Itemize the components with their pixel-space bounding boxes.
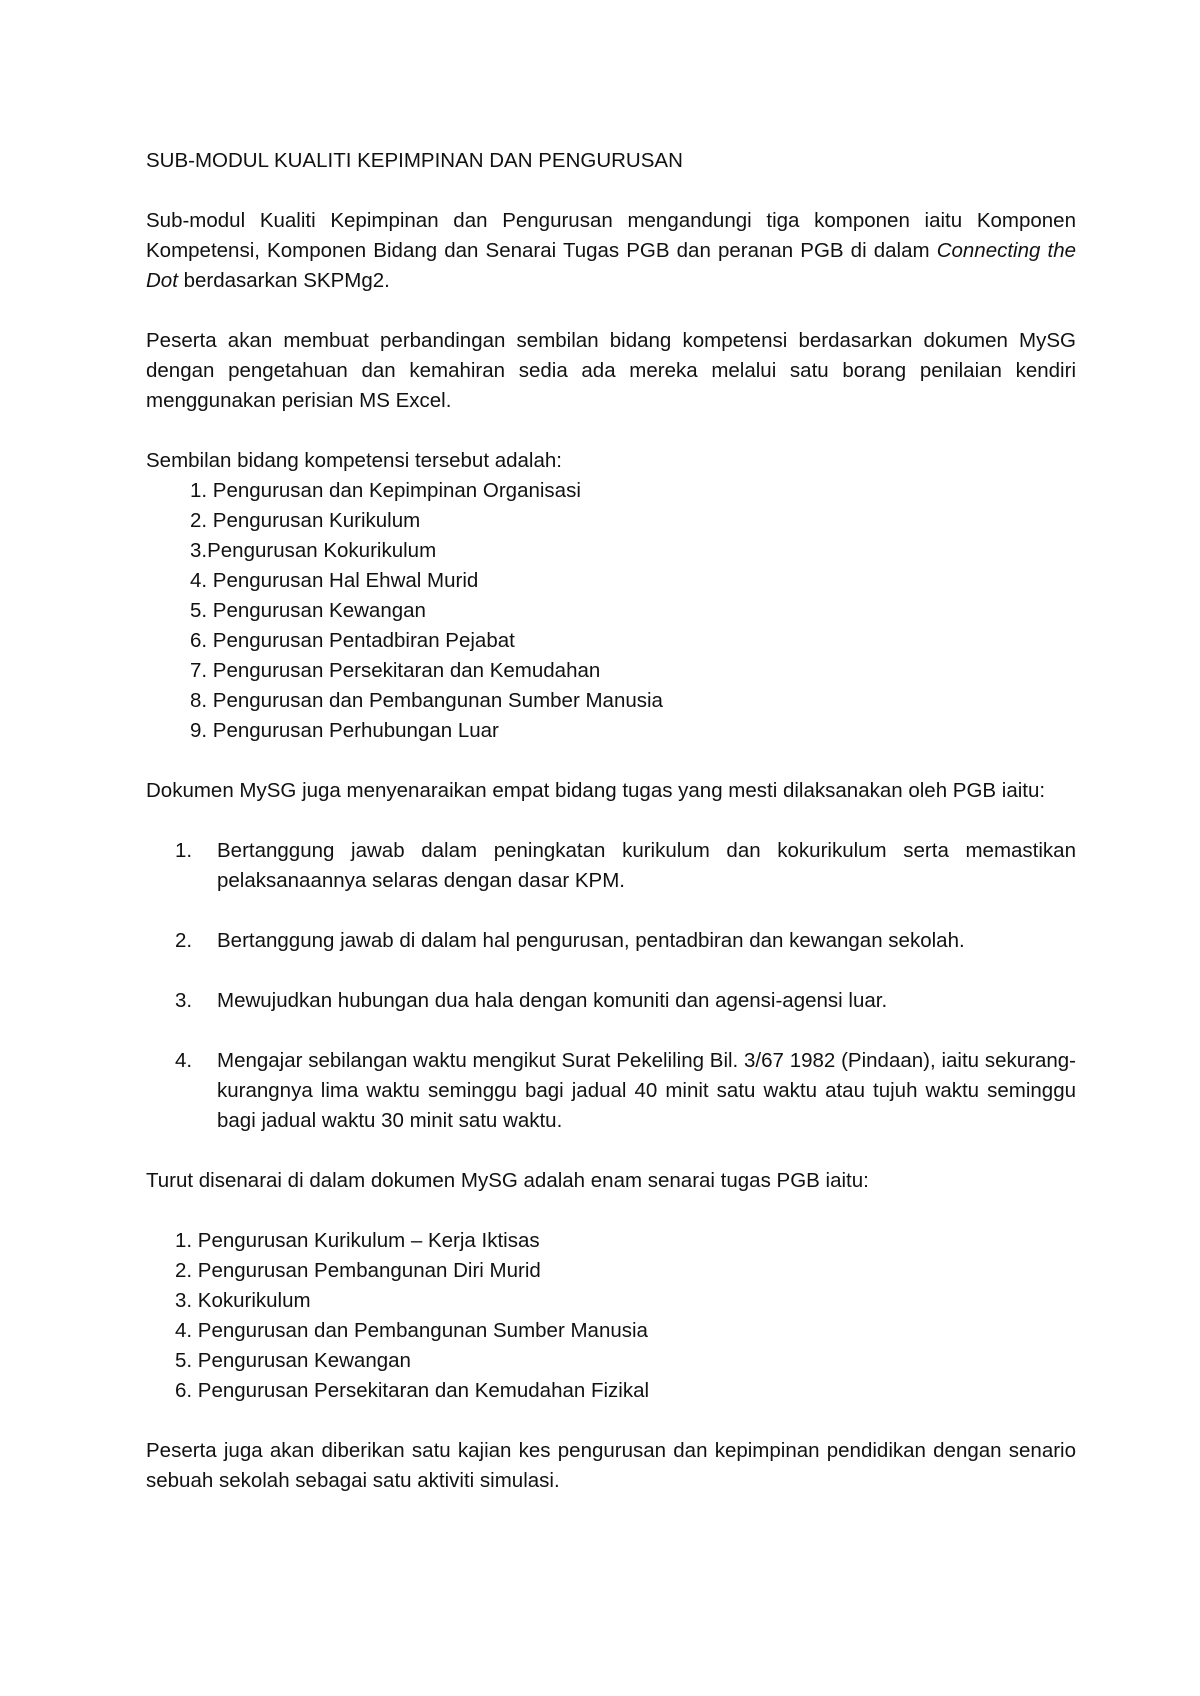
closing-paragraph: Peserta juga akan diberikan satu kajian kes pengurusan dan kepimpinan pendidikan dengan senario sebuah sekolah sebagai satu aktiviti simulasi. — [146, 1439, 1076, 1492]
list-item: 2. Pengurusan Pembangunan Diri Murid — [175, 1259, 541, 1282]
tasks-list — [146, 1226, 1076, 1406]
list-item-number: 4. — [175, 1049, 193, 1072]
list-item: 2. Pengurusan Kurikulum — [190, 509, 421, 532]
document-title: SUB-MODUL KUALITI KEPIMPINAN DAN PENGURUSAN — [146, 149, 683, 172]
list-item: 8. Pengurusan dan Pembangunan Sumber Manusia — [190, 689, 663, 712]
list-item: 4. Pengurusan dan Pembangunan Sumber Manusia — [175, 1319, 648, 1342]
list-item: 4. Pengurusan Hal Ehwal Murid — [190, 569, 479, 592]
list-item-text: Mewujudkan hubungan dua hala dengan komuniti dan agensi-agensi luar. — [217, 989, 888, 1012]
list-item: 7. Pengurusan Persekitaran dan Kemudahan — [190, 659, 601, 682]
list-item: 3. Kokurikulum — [175, 1289, 311, 1312]
list-item: 5. Pengurusan Kewangan — [190, 599, 426, 622]
list-item — [146, 836, 1076, 896]
intro-paragraph — [146, 206, 1076, 296]
list-item-text: Bertanggung jawab di dalam hal pengurusan, pentadbiran dan kewangan sekolah. — [217, 929, 965, 952]
intro-text-start: Sub-modul Kualiti Kepimpinan dan Pengurusan mengandungi tiga komponen iaitu Komponen Kompetensi, Komponen Bidang dan Senarai Tugas PGB dan peranan PGB di dalam — [146, 209, 1076, 262]
intro-italic-term: Connecting the Dot — [146, 239, 1076, 292]
list-item-number: 3. — [175, 989, 193, 1012]
list-item-text: Bertanggung jawab dalam peningkatan kurikulum dan kokurikulum serta memastikan pelaksanaannya selaras dengan dasar KPM. — [217, 839, 1076, 892]
list-item-number: 1. — [175, 839, 193, 862]
document-page — [146, 146, 1076, 1526]
list-item-number: 2. — [175, 929, 193, 952]
list-item — [146, 1046, 1076, 1136]
competency-intro: Sembilan bidang kompetensi tersebut adalah: — [146, 449, 562, 472]
list-item: 9. Pengurusan Perhubungan Luar — [190, 719, 499, 742]
list-item: 5. Pengurusan Kewangan — [175, 1349, 411, 1372]
list-item: 6. Pengurusan Persekitaran dan Kemudahan Fizikal — [175, 1379, 650, 1402]
duties-list — [146, 836, 1076, 1136]
comparison-paragraph: Peserta akan membuat perbandingan sembilan bidang kompetensi berdasarkan dokumen MySG dengan pengetahuan dan kemahiran sedia ada mereka melalui satu borang penilaian kendiri menggunakan perisian MS Excel. — [146, 329, 1076, 412]
tasks-intro: Turut disenarai di dalam dokumen MySG adalah enam senarai tugas PGB iaitu: — [146, 1169, 869, 1192]
list-item: 3.Pengurusan Kokurikulum — [190, 539, 437, 562]
list-item — [146, 986, 1076, 1016]
list-item-text: Mengajar sebilangan waktu mengikut Surat Pekeliling Bil. 3/67 1982 (Pindaan), iaitu sekurang-kurangnya lima waktu seminggu bagi jadual 40 minit satu waktu atau tujuh waktu seminggu bagi jadual waktu 30 minit satu waktu. — [217, 1049, 1076, 1132]
duties-intro: Dokumen MySG juga menyenaraikan empat bidang tugas yang mesti dilaksanakan oleh PGB iaitu: — [146, 779, 1046, 802]
list-item — [146, 926, 1076, 956]
list-item: 1. Pengurusan dan Kepimpinan Organisasi — [190, 479, 581, 502]
list-item: 1. Pengurusan Kurikulum – Kerja Iktisas — [175, 1229, 540, 1252]
intro-text-end: berdasarkan SKPMg2. — [177, 269, 390, 292]
list-item: 6. Pengurusan Pentadbiran Pejabat — [190, 629, 515, 652]
competency-list — [146, 476, 1076, 746]
